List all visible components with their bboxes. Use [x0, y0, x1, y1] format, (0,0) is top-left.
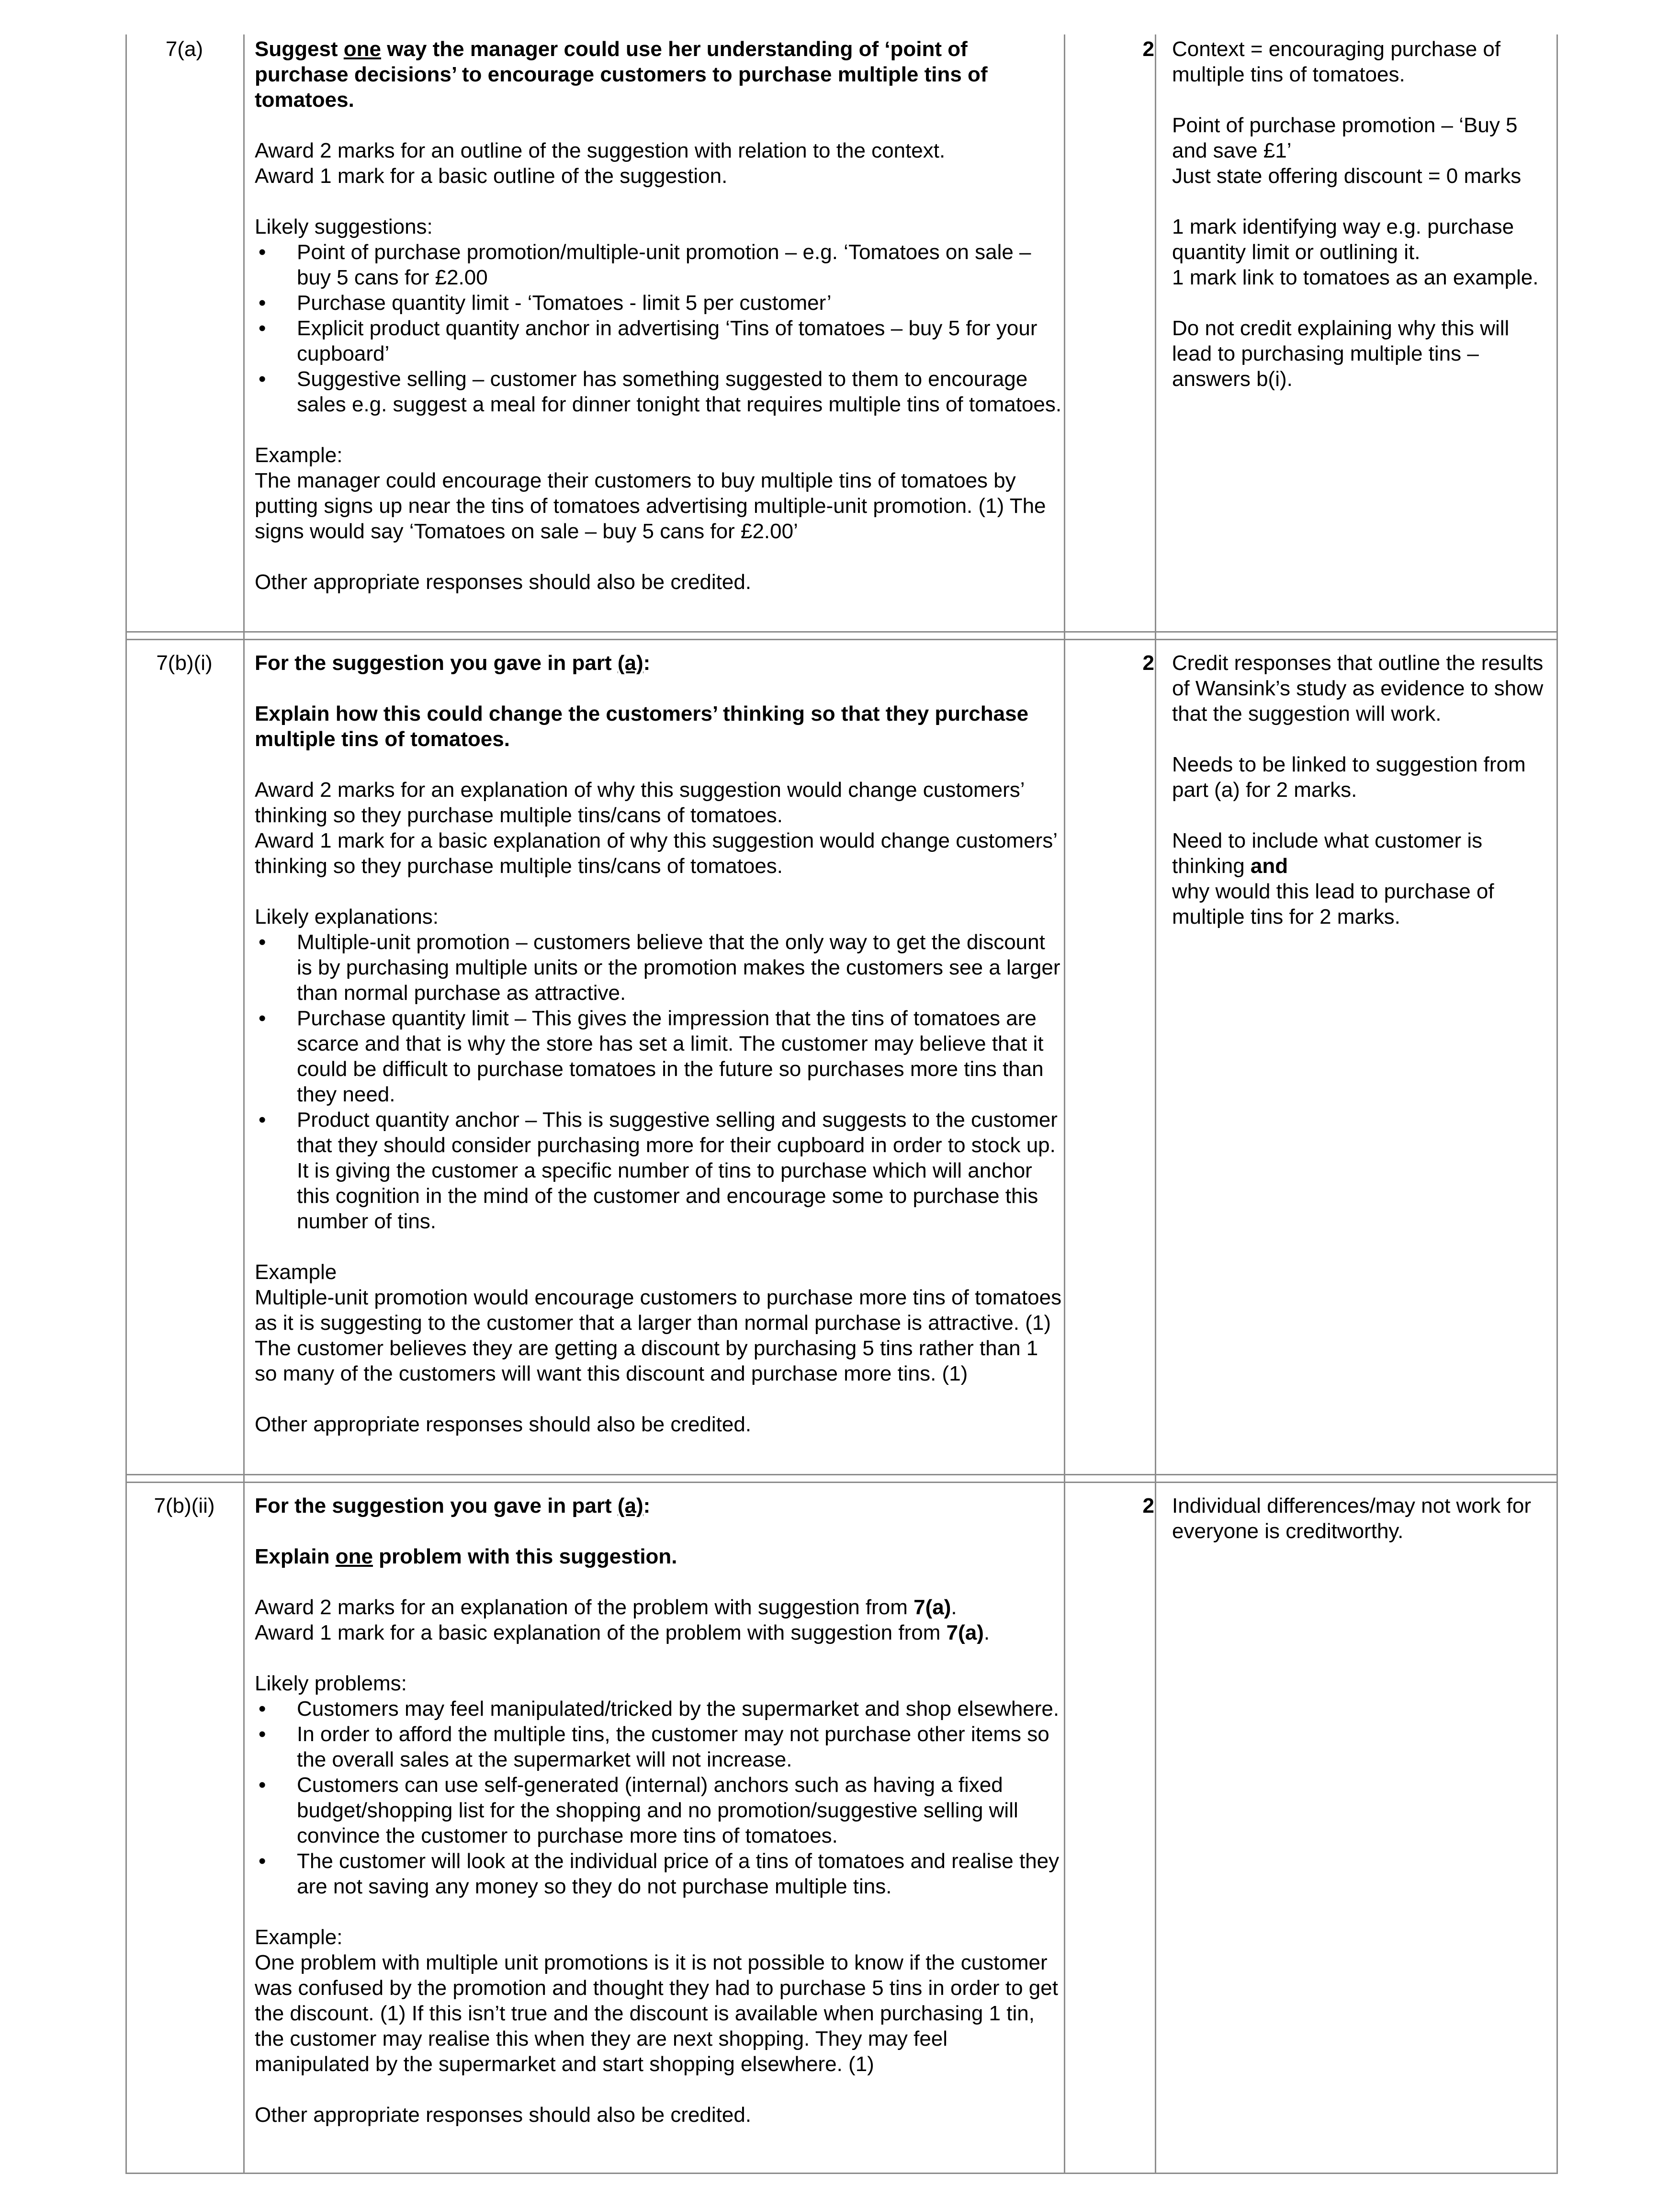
list-item: • Point of purchase promotion/multiple-unit promotion – e.g. ‘Tomatoes on sale – buy 5 cans for £2.00 — [255, 239, 1064, 290]
row-divider — [125, 639, 1558, 640]
row-divider — [125, 631, 1558, 633]
question-intro-part: : — [643, 1494, 651, 1517]
example-heading: Example: — [255, 443, 343, 467]
question-number — [125, 1493, 243, 1518]
question-text — [255, 1544, 1064, 1569]
list-item: • Multiple-unit promotion – customers believe that the only way to get the discount is by purchasing multiple units or the promotion makes the customers see a larger than normal purchase as attractive. — [255, 929, 1064, 1006]
list-item: • The customer will look at the individual price of a tins of tomatoes and realise they are not saving any money so they do not purchase multiple tins. — [255, 1848, 1064, 1899]
guidance-text: Do not credit explaining why this will lead to purchasing multiple tins – answers b(i). — [1172, 317, 1510, 391]
question-intro-underlined: (a) — [617, 1494, 643, 1517]
award-text-part: . — [983, 1621, 990, 1644]
column-divider-question — [243, 34, 245, 2174]
answer-cell — [255, 1493, 1064, 2128]
award-text-part: Award 2 marks for an explanation of the problem with suggestion from — [255, 1596, 914, 1619]
guidance-text: Point of purchase promotion – ‘Buy 5 and save £1’ — [1172, 113, 1518, 162]
example-text: Multiple-unit promotion would encourage customers to purchase more tins of tomatoes as it is suggesting to the customer that a larger than normal purchase is attractive. (1) The customer believes they are getting a discount by purchasing 5 tins rather than 1 so many of the customers will want this discount and purchase more tins. (1) — [255, 1286, 1062, 1385]
award-text-bold: 7(a) — [913, 1596, 951, 1619]
guidance-text: Just state offering discount = 0 marks — [1172, 164, 1522, 188]
list-item: • Purchase quantity limit – This gives the impression that the tins of tomatoes are scarce and that is why the store has set a limit. The customer may believe that it could be difficult to purchase tomatoes in the future so purchases more tins than they need. — [255, 1006, 1064, 1107]
question-number — [125, 650, 243, 676]
column-divider-answer — [1064, 34, 1065, 2174]
likely-list — [255, 1696, 1064, 1899]
likely-heading: Likely explanations: — [255, 905, 439, 928]
guidance-text: Credit responses that outline the results of Wansink’s study as evidence to show that the suggestion will work. — [1172, 651, 1544, 725]
marks-cell — [1070, 1493, 1154, 1518]
question-intro — [255, 1493, 1064, 1518]
table-border-left — [125, 34, 127, 2174]
likely-list — [255, 239, 1064, 417]
table-border-right — [1556, 34, 1558, 2174]
example-heading: Example: — [255, 1925, 343, 1949]
question-intro-part: : — [643, 651, 651, 675]
list-item: • Customers may feel manipulated/tricked by the supermarket and shop elsewhere. — [255, 1696, 1064, 1721]
award-1-mark: Award 1 mark for a basic outline of the suggestion. — [255, 164, 728, 188]
list-item: • Product quantity anchor – This is suggestive selling and suggests to the customer that they should consider purchasing more for their cupboard in order to stock up. It is giving the customer a specific number of tins to purchase which will anchor this cognition in the mind of the customer and encourage some to purchase this number of tins. — [255, 1107, 1064, 1234]
example-text: The manager could encourage their customers to buy multiple tins of tomatoes by putting signs up near the tins of tomatoes advertising multiple-unit promotion. (1) The signs would say ‘Tomatoes on sale – buy 5 cans for £2.00’ — [255, 469, 1046, 543]
award-2-marks: Award 2 marks for an outline of the suggestion with relation to the context. — [255, 139, 946, 162]
question-text-underlined: one — [343, 37, 382, 61]
question-text-part: problem with this suggestion. — [372, 1545, 677, 1568]
question-number-text: 7(b)(ii) — [154, 1494, 215, 1517]
question-intro-part: For the suggestion you gave in part — [255, 1494, 618, 1517]
other-responses-note: Other appropriate responses should also be credited. — [255, 1413, 752, 1436]
table-border-bottom — [125, 2173, 1558, 2174]
award-text-bold: 7(a) — [946, 1621, 984, 1644]
guidance-text: 1 mark identifying way e.g. purchase quantity limit or outlining it. — [1172, 215, 1514, 264]
question-intro-part: For the suggestion you gave in part — [255, 651, 618, 675]
guidance-cell — [1172, 650, 1550, 929]
example-heading: Example — [255, 1260, 337, 1284]
guidance-text: Needs to be linked to suggestion from part (a) for 2 marks. — [1172, 753, 1526, 802]
question-text-part: way the manager could use her understanding of ‘point of purchase decisions’ to encourage customers to purchase multiple tins of tomatoes. — [255, 37, 988, 112]
marks-value: 2 — [1142, 651, 1154, 675]
guidance-text: why would this lead to purchase of multiple tins for 2 marks. — [1172, 880, 1494, 928]
guidance-cell — [1172, 1493, 1550, 1544]
list-item: • Explicit product quantity anchor in advertising ‘Tins of tomatoes – buy 5 for your cupboard’ — [255, 316, 1064, 366]
award-text-part: . — [951, 1596, 957, 1619]
guidance-cell — [1172, 36, 1550, 392]
award-2-marks — [255, 1595, 1064, 1620]
answer-cell — [255, 36, 1064, 595]
question-text-underlined: one — [335, 1545, 373, 1568]
other-responses-note: Other appropriate responses should also be credited. — [255, 2103, 752, 2127]
other-responses-note: Other appropriate responses should also be credited. — [255, 570, 752, 594]
question-number — [125, 36, 243, 62]
question-intro — [255, 650, 1064, 676]
list-item: • Purchase quantity limit - ‘Tomatoes - limit 5 per customer’ — [255, 290, 1064, 316]
likely-heading: Likely suggestions: — [255, 215, 433, 238]
guidance-text-bold: and — [1250, 854, 1288, 878]
likely-list — [255, 929, 1064, 1234]
question-text-part: Explain — [255, 1545, 336, 1568]
question-number-text: 7(a) — [165, 37, 203, 61]
guidance-text: 1 mark link to tomatoes as an example. — [1172, 266, 1539, 289]
likely-heading: Likely problems: — [255, 1672, 407, 1695]
guidance-text: Context = encouraging purchase of multiple tins of tomatoes. — [1172, 37, 1501, 86]
answer-cell — [255, 650, 1064, 1437]
award-1-mark: Award 1 mark for a basic explanation of why this suggestion would change customers’ thinking so they purchase multiple tins/cans of tomatoes. — [255, 829, 1057, 878]
row-divider — [125, 1474, 1558, 1475]
column-divider-marks — [1155, 34, 1156, 2174]
list-item: • Customers can use self-generated (internal) anchors such as having a fixed budget/shopping list for the shopping and no promotion/suggestive selling will convince the customer to purchase more tins of tomatoes. — [255, 1772, 1064, 1848]
question-text: Explain how this could change the customers’ thinking so that they purchase multiple tins of tomatoes. — [255, 702, 1029, 751]
guidance-text: Individual differences/may not work for everyone is creditworthy. — [1172, 1494, 1531, 1543]
question-text-part: Suggest — [255, 37, 344, 61]
guidance-text — [1172, 828, 1550, 879]
list-item: • Suggestive selling – customer has something suggested to them to encourage sales e.g. suggest a meal for dinner tonight that requires multiple tins of tomatoes. — [255, 366, 1064, 417]
marks-value: 2 — [1142, 1494, 1154, 1517]
marks-value: 2 — [1142, 37, 1154, 61]
award-2-marks: Award 2 marks for an explanation of why this suggestion would change customers’ thinking so they purchase multiple tins/cans of tomatoes. — [255, 778, 1024, 827]
row-divider — [125, 1482, 1558, 1483]
marks-cell — [1070, 36, 1154, 62]
award-text-part: Award 1 mark for a basic explanation of the problem with suggestion from — [255, 1621, 947, 1644]
award-1-mark — [255, 1620, 1064, 1645]
marks-cell — [1070, 650, 1154, 676]
question-text — [255, 36, 1064, 113]
example-text: One problem with multiple unit promotions is it is not possible to know if the customer was confused by the promotion and thought they had to purchase 5 tins in order to get the discount. (1) If this isn’t true and the discount is available when purchasing 1 tin, the customer may realise this when they are next shopping. They may feel manipulated by the supermarket and start shopping elsewhere. (1) — [255, 1951, 1058, 2076]
question-number-text: 7(b)(i) — [156, 651, 213, 675]
guidance-text-part: Need to include what customer is thinking — [1172, 829, 1483, 878]
question-intro-underlined: (a) — [617, 651, 643, 675]
list-item: • In order to afford the multiple tins, the customer may not purchase other items so the overall sales at the supermarket will not increase. — [255, 1721, 1064, 1772]
